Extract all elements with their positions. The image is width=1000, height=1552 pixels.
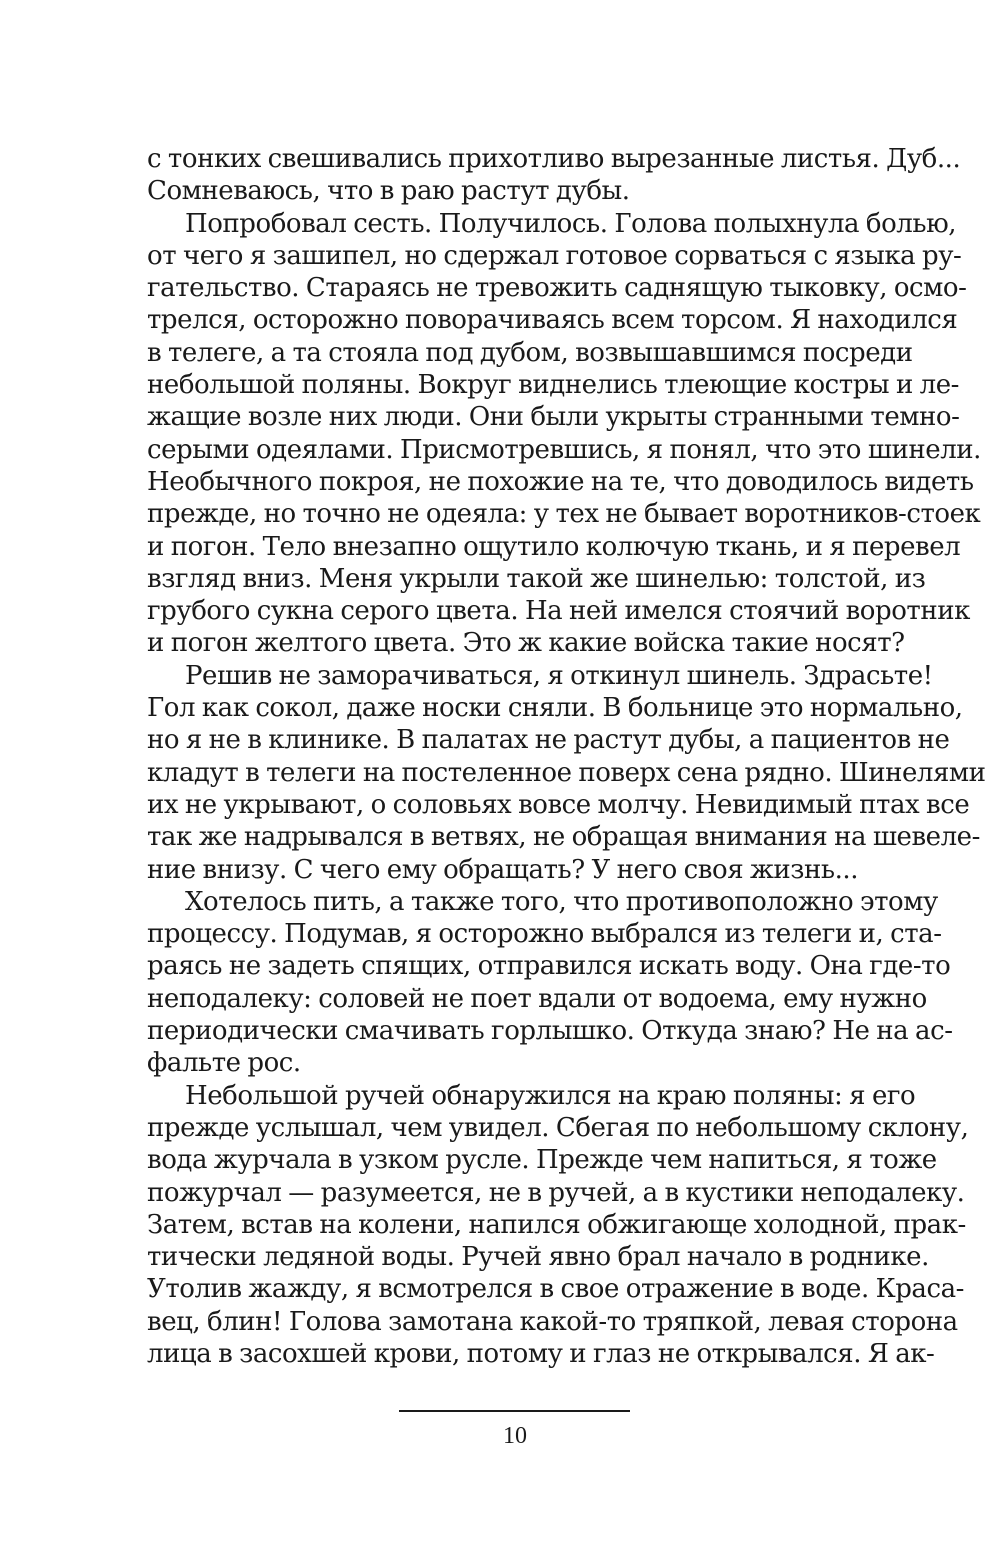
page-body-text [147,143,986,1370]
text-line: прежде, но точно не одеяла: у тех не бывает воротников-стоек [147,499,981,530]
text-line: так же надрывался в ветвях, не обращая внимания на шевеле- [147,822,980,853]
paragraph-first-line: Решив не заморачиваться, я откинул шинель. Здрасьте! [185,660,933,691]
text-line: жащие возле них люди. Они были укрыты странными темно- [147,402,960,433]
text-line: и погон. Тело внезапно ощутило колючую ткань, и я перевел [147,531,961,562]
footer-divider [399,1410,630,1412]
text-line: вода журчала в узком русле. Прежде чем напиться, я тоже [147,1145,937,1176]
text-line: раясь не задеть спящих, отправился искать воду. Она где-то [147,951,951,982]
text-line: Необычного покроя, не похожие на те, что доводилось видеть [147,466,974,497]
text-line: с тонких свешивались прихотливо вырезанные листья. Дуб... [147,144,961,174]
text-line: в телеге, а та стояла под дубом, возвышавшимся посреди [147,337,913,368]
text-line: грубого сукна серого цвета. На ней имелся стоячий воротник [147,596,970,627]
text-line: взгляд вниз. Меня укрыли такой же шинелью: толстой, из [147,563,926,594]
text-line: прежде услышал, чем увидел. Сбегая по небольшому склону, [147,1112,969,1143]
paragraph-first-line: Хотелось пить, а также того, что противоположно этому [185,886,938,917]
text-line: фальте рос. [147,1048,301,1079]
text-line: Затем, встав на колени, напился обжигающе холодной, прак- [147,1209,966,1240]
text-line: гательство. Стараясь не тревожить саднящую тыковку, осмо- [147,273,967,304]
paragraph-first-line: Попробовал сесть. Получилось. Голова полыхнула болью, [185,208,957,239]
text-line: неподалеку: соловей не поет вдали от водоема, ему нужно [147,983,927,1014]
text-line: Сомневаюсь, что в раю растут дубы. [147,176,630,207]
text-line: кладут в телеги на постеленное поверх сена рядно. Шинелями [147,757,986,788]
text-line: процессу. Подумав, я осторожно выбрался из телеги и, ста- [147,919,942,950]
text-line: пожурчал — разумеется, не в ручей, а в кустики неподалеку. [147,1177,965,1208]
text-line: лица в засохшей крови, потому и глаз не открывался. Я ак- [147,1338,935,1369]
text-line: небольшой поляны. Вокруг виднелись тлеющие костры и ле- [147,370,959,401]
text-line: ние внизу. С чего ему обращать? У него своя жизнь... [147,854,859,885]
text-line: вец, блин! Голова замотана какой-то тряпкой, левая сторона [147,1306,958,1337]
text-line: Утолив жажду, я всмотрелся в свое отражение в воде. Краса- [147,1274,964,1305]
paragraph-first-line: Небольшой ручей обнаружился на краю поляны: я его [185,1080,916,1111]
text-line: трелся, осторожно поворачиваясь всем торсом. Я находился [147,305,958,336]
page-number: 10 [503,1423,527,1449]
text-line: тически ледяной воды. Ручей явно брал начало в роднике. [147,1242,929,1273]
text-line: от чего я зашипел, но сдержал готовое сорваться с языка ру- [147,240,962,271]
text-line: но я не в клинике. В палатах не растут дубы, а пациентов не [147,725,950,756]
text-line: Гол как сокол, даже носки сняли. В больнице это нормально, [147,693,963,724]
text-line: и погон желтого цвета. Это ж какие войска такие носят? [147,628,905,659]
text-line: их не укрывают, о соловьях вовсе молчу. Невидимый птах все [147,789,970,820]
text-line: серыми одеялами. Присмотревшись, я понял, что это шинели. [147,434,981,465]
text-line: периодически смачивать горлышко. Откуда знаю? Не на ас- [147,1016,953,1047]
